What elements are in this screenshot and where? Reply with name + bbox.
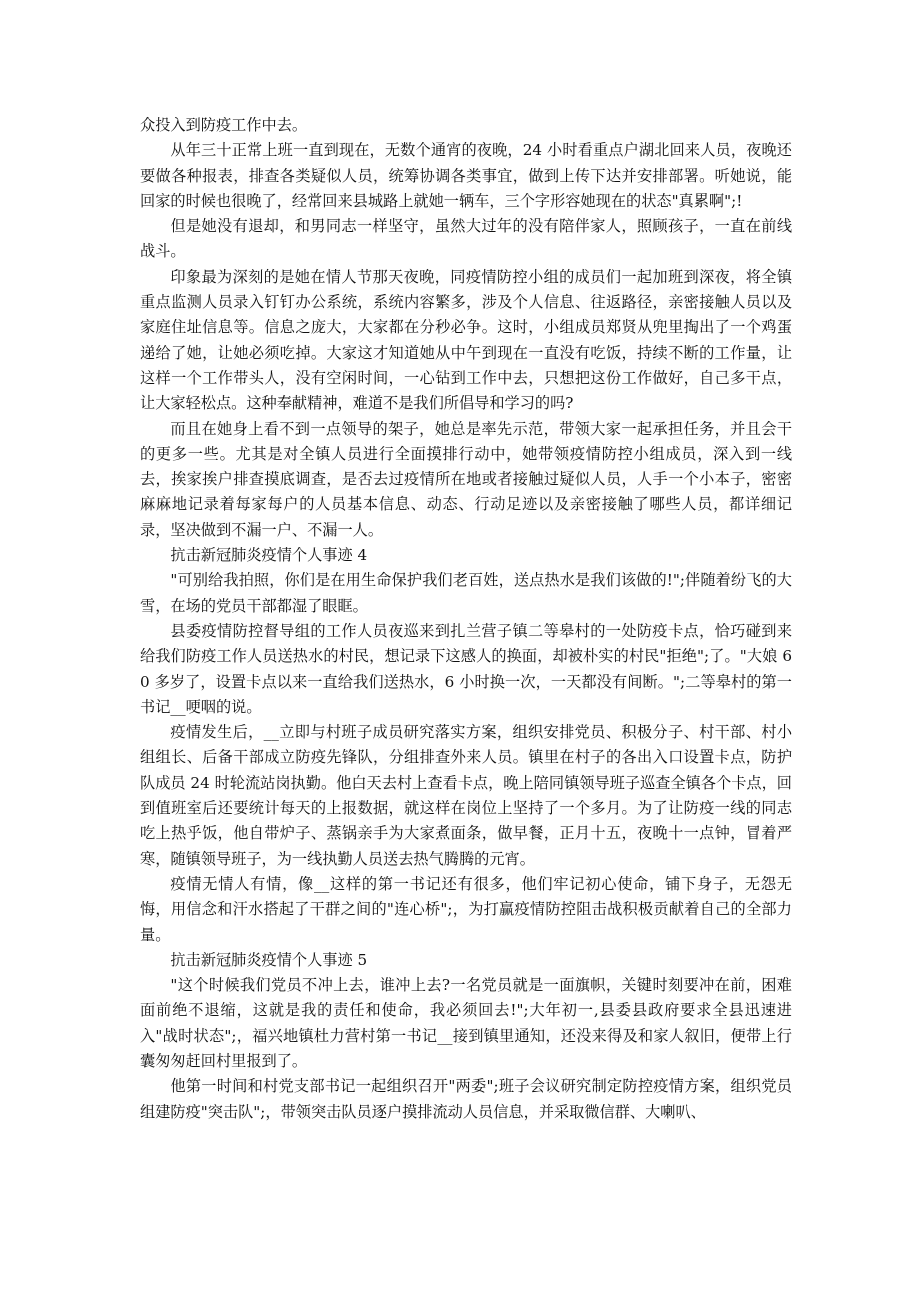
paragraph: 众投入到防疫工作中去。 [140, 116, 308, 134]
paragraph: "可别给我拍照，你们是在用生命保护我们老百姓，送点热水是我们该做的!";伴随着纷飞的大雪，在场的党员干部都湿了眼眶。 [140, 571, 792, 615]
section-heading: 抗击新冠肺炎疫情个人事迹 5 [170, 950, 368, 969]
document-body [140, 113, 792, 1125]
paragraph: 他第一时间和村党支部书记一起组织召开"两委";班子会议研究制定防控疫情方案，组织党员组建防疫"突击队";，带领突击队员逐户摸排流动人员信息，并采取微信群、大喇叭、 [140, 1077, 792, 1121]
paragraph: 而且在她身上看不到一点领导的架子，她总是率先示范，带领大家一起承担任务，并且会干的更多一些。尤其是对全镇人员进行全面摸排行动中，她带领疫情防控小组成员，深入到一线去，挨家挨户排查摸底调查，是否去过疫情所在地或者接触过疑似人员，人手一个小本子，密密麻麻地记录着每家每户的人员基本信息、动态、行动足迹以及亲密接触了哪些人员，都详细记录，坚决做到不漏一户、不漏一人。 [140, 419, 792, 539]
paragraph: 县委疫情防控督导组的工作人员夜巡来到扎兰营子镇二等皋村的一处防疫卡点，恰巧碰到来给我们防疫工作人员送热水的村民，想记录下这感人的换面，却被朴实的村民"拒绝";了。"大娘 60 多岁了，设置卡点以来一直给我们送热水，6 小时换一次，一天都没有间断。";二等皋村的第一书记__哽咽的说。 [140, 621, 792, 716]
paragraph: "这个时候我们党员不冲上去，谁冲上去?一名党员就是一面旗帜，关键时刻要冲在前，困难面前绝不退缩，这就是我的责任和使命，我必须回去!";大年初一,县委县政府要求全县迅速进入"战时状态";，福兴地镇杜力营村第一书记__接到镇里通知，还没来得及和家人叙旧，便带上行囊匆匆赶回村里报到了。 [140, 976, 792, 1070]
paragraph: 从年三十正常上班一直到现在，无数个通宵的夜晚，24 小时看重点户湖北回来人员，夜晚还要做各种报表，排查各类疑似人员，统筹协调各类事宜，做到上传下达并安排部署。听她说，能回家的时候也很晚了，经常回来县城路上就她一辆车，三个字形容她现在的状态"真累啊";! [140, 141, 792, 210]
paragraph: 疫情无情人有情，像__这样的第一书记还有很多，他们牢记初心使命，铺下身子，无怨无悔，用信念和汗水搭起了干群之间的"连心桥";，为打赢疫情防控阻击战积极贡献着自己的全部力量。 [140, 874, 792, 944]
paragraph: 但是她没有退却，和男同志一样坚守，虽然大过年的没有陪伴家人，照顾孩子，一直在前线战斗。 [140, 217, 792, 261]
paragraph: 疫情发生后，__立即与村班子成员研究落实方案，组织安排党员、积极分子、村干部、村小组组长、后备干部成立防疫先锋队，分组排查外来人员。镇里在村子的各出入口设置卡点，防护队成员 24 时轮流站岗执勤。他白天去村上查看卡点，晚上陪同镇领导班子巡查全镇各个卡点，回到值班室后还要统计每天的上报数据，就这样在岗位上坚持了一个多月。为了让防疫一线的同志吃上热乎饭，他自带炉子、蒸锅亲手为大家煮面条，做早餐，正月十五，夜晚十一点钟，冒着严寒，随镇领导班子，为一线执勤人员送去热气腾腾的元宵。 [140, 723, 792, 868]
paragraph: 印象最为深刻的是她在情人节那天夜晚，同疫情防控小组的成员们一起加班到深夜，将全镇重点监测人员录入钉钉办公系统，系统内容繁多，涉及个人信息、往返路径，亲密接触人员以及家庭住址信息等。信息之庞大，大家都在分秒必争。这时，小组成员郑贤从兜里掏出了一个鸡蛋递给了她，让她必须吃掉。大家这才知道她从中午到现在一直没有吃饭，持续不断的工作量，让这样一个工作带头人，没有空闲时间，一心钻到工作中去，只想把这份工作做好，自己多干点，让大家轻松点。这种奉献精神，难道不是我们所倡导和学习的吗? [140, 267, 792, 413]
section-heading: 抗击新冠肺炎疫情个人事迹 4 [170, 546, 368, 565]
